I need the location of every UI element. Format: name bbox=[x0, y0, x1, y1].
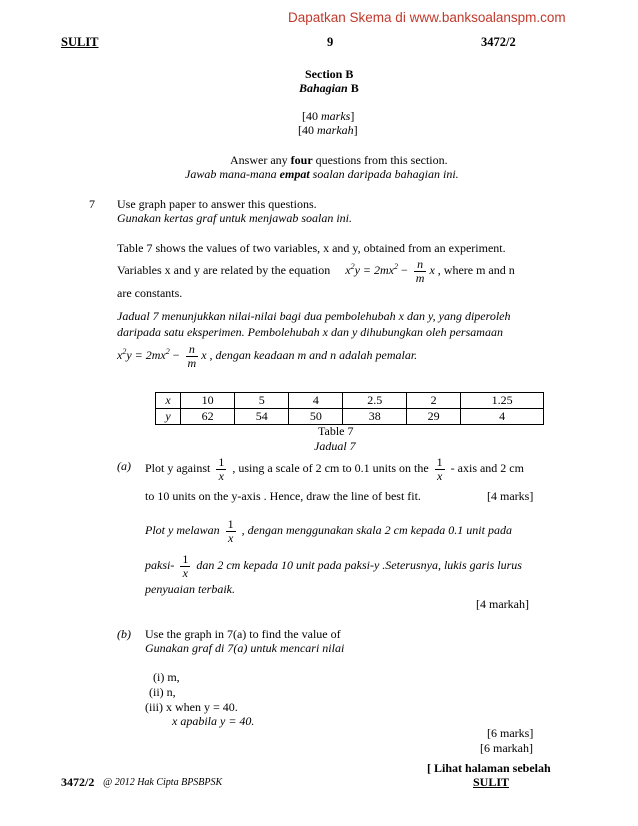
footer-sulit: SULIT bbox=[473, 775, 510, 789]
table-cell: 4 bbox=[461, 409, 544, 425]
table-row-y bbox=[156, 409, 544, 425]
intro-ms-line1: Jadual 7 menunjukkan nilai-nilai bagi dua pembolehubah x dan y, yang diperoleh bbox=[117, 309, 511, 323]
header-sulit: SULIT bbox=[61, 35, 99, 49]
data-table bbox=[155, 392, 544, 425]
equation-ms: $x^2y = 2mx^2$ − $\frac{n}{m}$ x bbox=[117, 342, 207, 370]
section-title: Section B bbox=[305, 67, 354, 81]
table-caption: Table 7 bbox=[318, 424, 354, 438]
section-marks: [40 marks] bbox=[302, 109, 355, 123]
part-a-en-line1: Plot y against $\frac{1}{x}$ , using a scale of 2 cm to 0.1 units on the $\frac{1}{x}$ - axis and 2 cm bbox=[145, 455, 524, 483]
table-cell: 2.5 bbox=[343, 393, 407, 409]
table-cell: 54 bbox=[235, 409, 289, 425]
table-cell: 38 bbox=[343, 409, 407, 425]
intro-en-line2: Variables x and y are related by the equation $x^2y = 2mx^2$ − $\frac{n}{m}$ x , where m and n bbox=[117, 257, 515, 285]
page-number: 9 bbox=[327, 35, 334, 49]
table-cell: 50 bbox=[289, 409, 343, 425]
table-cell: 4 bbox=[289, 393, 343, 409]
part-b-item-i: (i) m, bbox=[153, 670, 180, 684]
part-a-marks: [4 marks] bbox=[487, 489, 534, 503]
part-b-item-iii: (iii) x when y = 40. bbox=[145, 700, 238, 714]
part-a-en-line2: to 10 units on the y-axis . Hence, draw the line of best fit. bbox=[145, 489, 421, 503]
part-b-ms: Gunakan graf di 7(a) untuk mencari nilai bbox=[145, 641, 345, 655]
table-cell: 29 bbox=[407, 409, 461, 425]
watermark-text: Dapatkan Skema di www.banksoalanspm.com bbox=[288, 10, 566, 25]
section-instruction-ms: Jawab mana-mana empat soalan daripada bahagian ini. bbox=[185, 167, 459, 181]
footer-copyright: @ 2012 Hak Cipta BPSBPSK bbox=[103, 777, 223, 788]
graph-instruction: Use graph paper to answer this questions. bbox=[117, 197, 317, 211]
graph-instruction-ms: Gunakan kertas graf untuk menjawab soalan ini. bbox=[117, 211, 352, 225]
table-row-x bbox=[156, 393, 544, 409]
table-cell: 1.25 bbox=[461, 393, 544, 409]
intro-en-line1: Table 7 shows the values of two variables, x and y, obtained from an experiment. bbox=[117, 241, 506, 255]
table-cell: 5 bbox=[235, 393, 289, 409]
intro-en-line3: are constants. bbox=[117, 286, 183, 300]
question-number: 7 bbox=[89, 197, 95, 211]
table-cell: 10 bbox=[181, 393, 235, 409]
part-b-en: Use the graph in 7(a) to find the value of bbox=[145, 627, 341, 641]
part-b-item-ii: (ii) n, bbox=[149, 685, 176, 699]
part-a-ms-line2: paksi- $\frac{1}{x}$ dan 2 cm kepada 10 unit pada paksi-y .Seterusnya, lukis garis lurus bbox=[145, 552, 522, 580]
part-a-ms-line1: Plot y melawan $\frac{1}{x}$ , dengan menggunakan skala 2 cm kepada 0.1 unit pada bbox=[145, 517, 512, 545]
part-b-label: (b) bbox=[117, 627, 131, 641]
part-a-marks-ms: [4 markah] bbox=[476, 597, 529, 611]
part-b-item-iii-ms: x apabila y = 40. bbox=[172, 714, 255, 728]
next-page-note: [ Lihat halaman sebelah bbox=[427, 761, 551, 775]
footer-code: 3472/2 bbox=[61, 775, 95, 789]
part-a-ms-line3: penyuaian terbaik. bbox=[145, 582, 235, 596]
part-b-marks-ms: [6 markah] bbox=[480, 741, 533, 755]
part-b-marks: [6 marks] bbox=[487, 726, 534, 740]
paper-code: 3472/2 bbox=[481, 35, 516, 49]
part-a-label: (a) bbox=[117, 459, 131, 473]
table-cell: 2 bbox=[407, 393, 461, 409]
section-title-ms: Bahagian B bbox=[299, 81, 359, 95]
intro-ms-line2: daripada satu eksperimen. Pembolehubah x dan y dihubungkan oleh persamaan bbox=[117, 325, 503, 339]
section-instruction: Answer any four questions from this section. bbox=[230, 153, 448, 167]
section-marks-ms: [40 markah] bbox=[298, 123, 358, 137]
table-label-x: x bbox=[156, 393, 181, 409]
table-cell: 62 bbox=[181, 409, 235, 425]
equation: $x^2y = 2mx^2$ − $\frac{n}{m}$ x bbox=[345, 257, 435, 285]
table-caption-ms: Jadual 7 bbox=[314, 439, 356, 453]
table-label-y: y bbox=[156, 409, 181, 425]
intro-ms-line3: $x^2y = 2mx^2$ − $\frac{n}{m}$ x , dengan keadaan m and n adalah pemalar. bbox=[117, 342, 418, 370]
